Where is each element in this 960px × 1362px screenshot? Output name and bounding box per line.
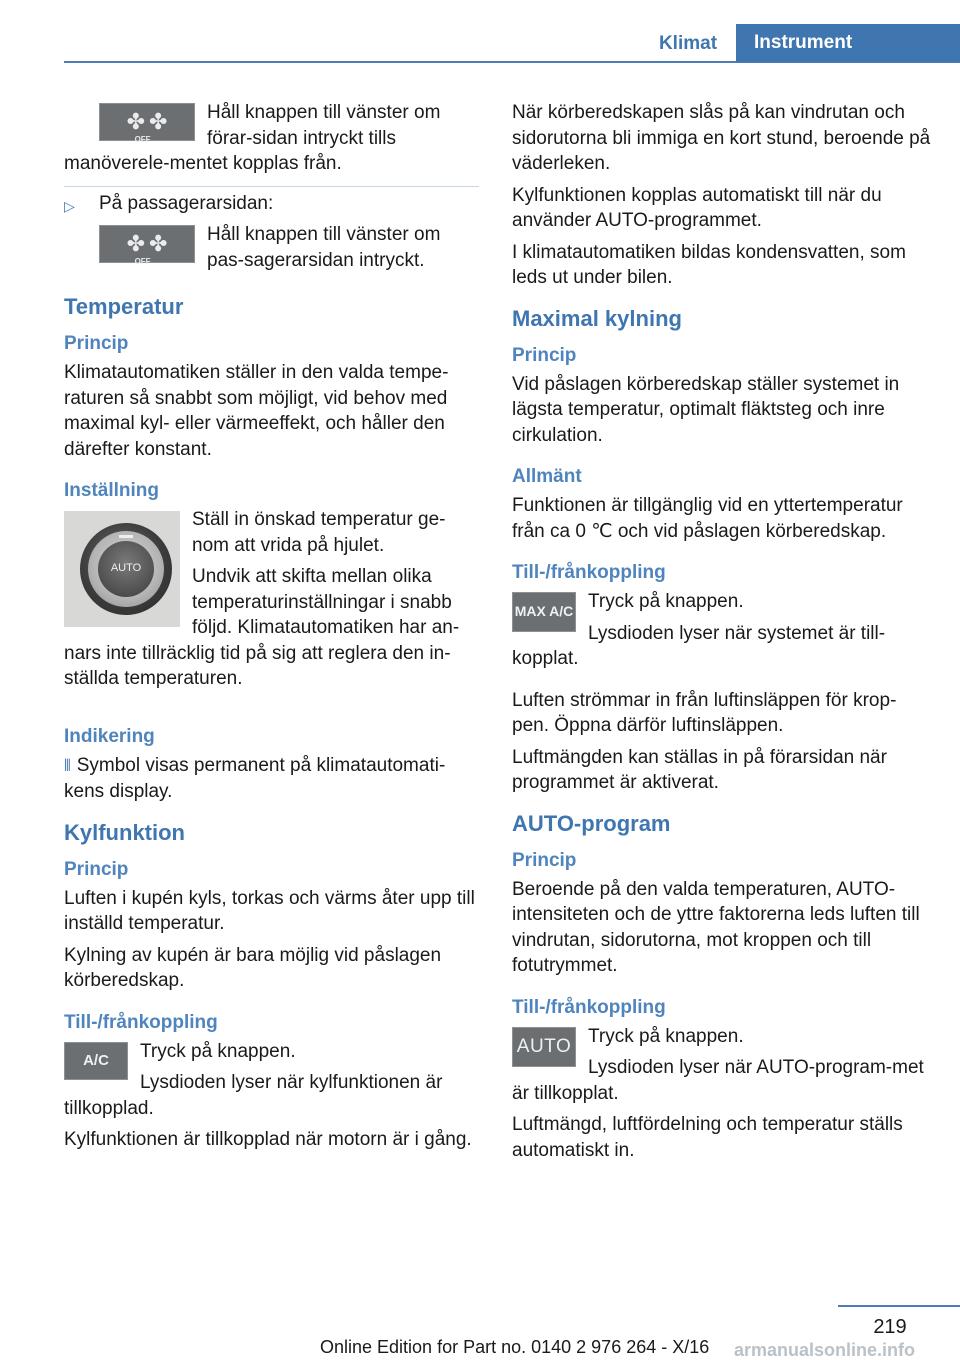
max-text-2: Lysdioden lyser när systemet är till-kopplat. [512,622,886,669]
subheading-onoff: Till-/frånkoppling [64,1011,218,1033]
footer-rule [838,1305,960,1307]
max-text-1: Tryck på knappen. [588,591,744,612]
section-heading-auto-program: AUTO-program [512,810,671,836]
auto-text-3: Luftmängd, luftfördelning och temperatur ställs automatiskt in. [512,1114,903,1161]
subheading-princip: Princip [512,344,577,366]
subheading-princip: Princip [64,333,129,354]
passenger-off-text: Håll knappen till vänster om pas-sagerarsidan intryckt. [207,224,441,271]
tab-klimat[interactable]: Klimat [658,33,718,54]
ac-text-1: Tryck på knappen. [140,1040,296,1062]
right-column [512,100,932,1169]
setting-text-1: Ställ in önskad temperatur ge-nom att vrida på hjulet. [192,509,446,556]
bullet-passenger: På passagerarsidan: [99,192,274,214]
indication-text: Symbol visas permanent på klimatautomati-kens display. [64,754,446,802]
condense-text-3: I klimatautomatiken bildas kondensvatten, som leds ut under bilen. [512,241,906,288]
condense-text-1: När körberedskapen slås på kan vindrutan och sidorutorna bli immiga en kort stund, beroende på väderleken. [512,102,931,174]
auto-text-2: Lysdioden lyser när AUTO-program-met är tillkopplat. [512,1057,924,1104]
subheading-indikering: Indikering [64,725,155,747]
knob-auto-label: AUTO [98,541,154,597]
setting-block [64,507,479,698]
passenger-off-block [64,222,479,279]
auto-block [512,1024,932,1113]
ac-text-3: Kylfunktionen är tillkopplad när motorn är i gång. [64,1129,472,1150]
section-heading-kylfunktion: Kylfunktion [64,819,185,845]
minus-icon [119,535,133,538]
list-item [64,191,479,217]
temperature-knob-image [64,511,180,627]
indication-paragraph [64,753,479,805]
ac-button-icon: A/C [64,1042,128,1080]
cooling-symbol-icon: ⫴ [64,757,71,775]
subheading-allmant: Allmänt [512,466,582,487]
max-principle-text: Vid påslagen körberedskap ställer systemet in lägsta temperatur, optimalt fläktsteg och inre cirkulation. [512,373,900,446]
ac-block [64,1039,479,1128]
temp-principle-text: Klimatautomatiken ställer in den valda tempe-raturen så snabbt som möjligt, vid behov med maximal kyl- eller värmeeffekt, och håller den därefter konstant. [64,362,449,460]
auto-principle-text: Beroende på den valda temperaturen, AUTO-intensiteten och de yttre faktorerna leds luften till vindrutan, sidorutorna, mot kroppen och till fotutrymmet. [512,878,920,976]
condense-text-2: Kylfunktionen kopplas automatiskt till när du använder AUTO-programmet. [512,184,882,231]
triangle-bullet-icon: ▷ [64,197,75,214]
section-heading-temperatur: Temperatur [64,294,184,319]
left-column [64,100,479,1159]
fan-icon: ✤ OFF [126,231,151,267]
subheading-princip: Princip [512,849,577,871]
max-ac-button-icon: MAX A/C [512,592,576,632]
fan-icon: ✤ OFF [126,109,151,145]
cool-principle-2: Kylning av kupén är bara möjlig vid påslagen körberedskap. [64,944,442,991]
subheading-princip: Princip [64,858,129,880]
section-heading-maximal-kylning: Maximal kylning [512,305,682,331]
general-text: Funktionen är tillgänglig vid en yttertemperatur från ca 0 ℃ och vid påslagen körberedskap. [512,495,903,542]
driver-off-block [64,100,479,183]
edition-text: Online Edition for Part no. 0140 2 976 264 - X/16 [320,1337,710,1357]
subheading-onoff: Till-/frånkoppling [512,996,666,1018]
auto-button-icon: AUTO [512,1027,576,1067]
subheading-installning: Inställning [64,480,159,501]
max-text-4: Luftmängden kan ställas in på förarsidan när programmet är aktiverat. [512,746,887,793]
ac-text-2: Lysdioden lyser när kylfunktionen är tillkopplad. [64,1072,443,1119]
watermark: armanualsonline.info [734,1340,916,1360]
subheading-onoff: Till-/frånkoppling [512,562,666,583]
fan-off-button-icon [99,225,195,267]
fan-icon: ✤ [149,109,168,135]
setting-text-2: Undvik att skifta mellan olika temperaturinställningar i snabb följd. Klimatautomatiken har an-nars inte tillräcklig tid på sig att reglera den in-ställda temperaturen. [64,566,460,689]
fan-icon: ✤ [149,231,168,257]
auto-text-1: Tryck på knappen. [588,1025,744,1047]
cool-principle-1: Luften i kupén kyls, torkas och värms åter upp till inställd temperatur. [64,887,475,934]
max-text-3: Luften strömmar in från luftinsläppen för krop-pen. Öppna därför luftinsläppen. [512,689,897,736]
divider [64,186,479,187]
maxac-block [512,589,932,678]
tab-instrument[interactable]: Instrument [736,24,960,62]
driver-off-text: Håll knappen till vänster om förar-sidan intryckt tills manöverele-mentet kopplas från. [64,102,441,174]
fan-off-button-icon [99,103,195,145]
page-number: 219 [873,1316,907,1338]
